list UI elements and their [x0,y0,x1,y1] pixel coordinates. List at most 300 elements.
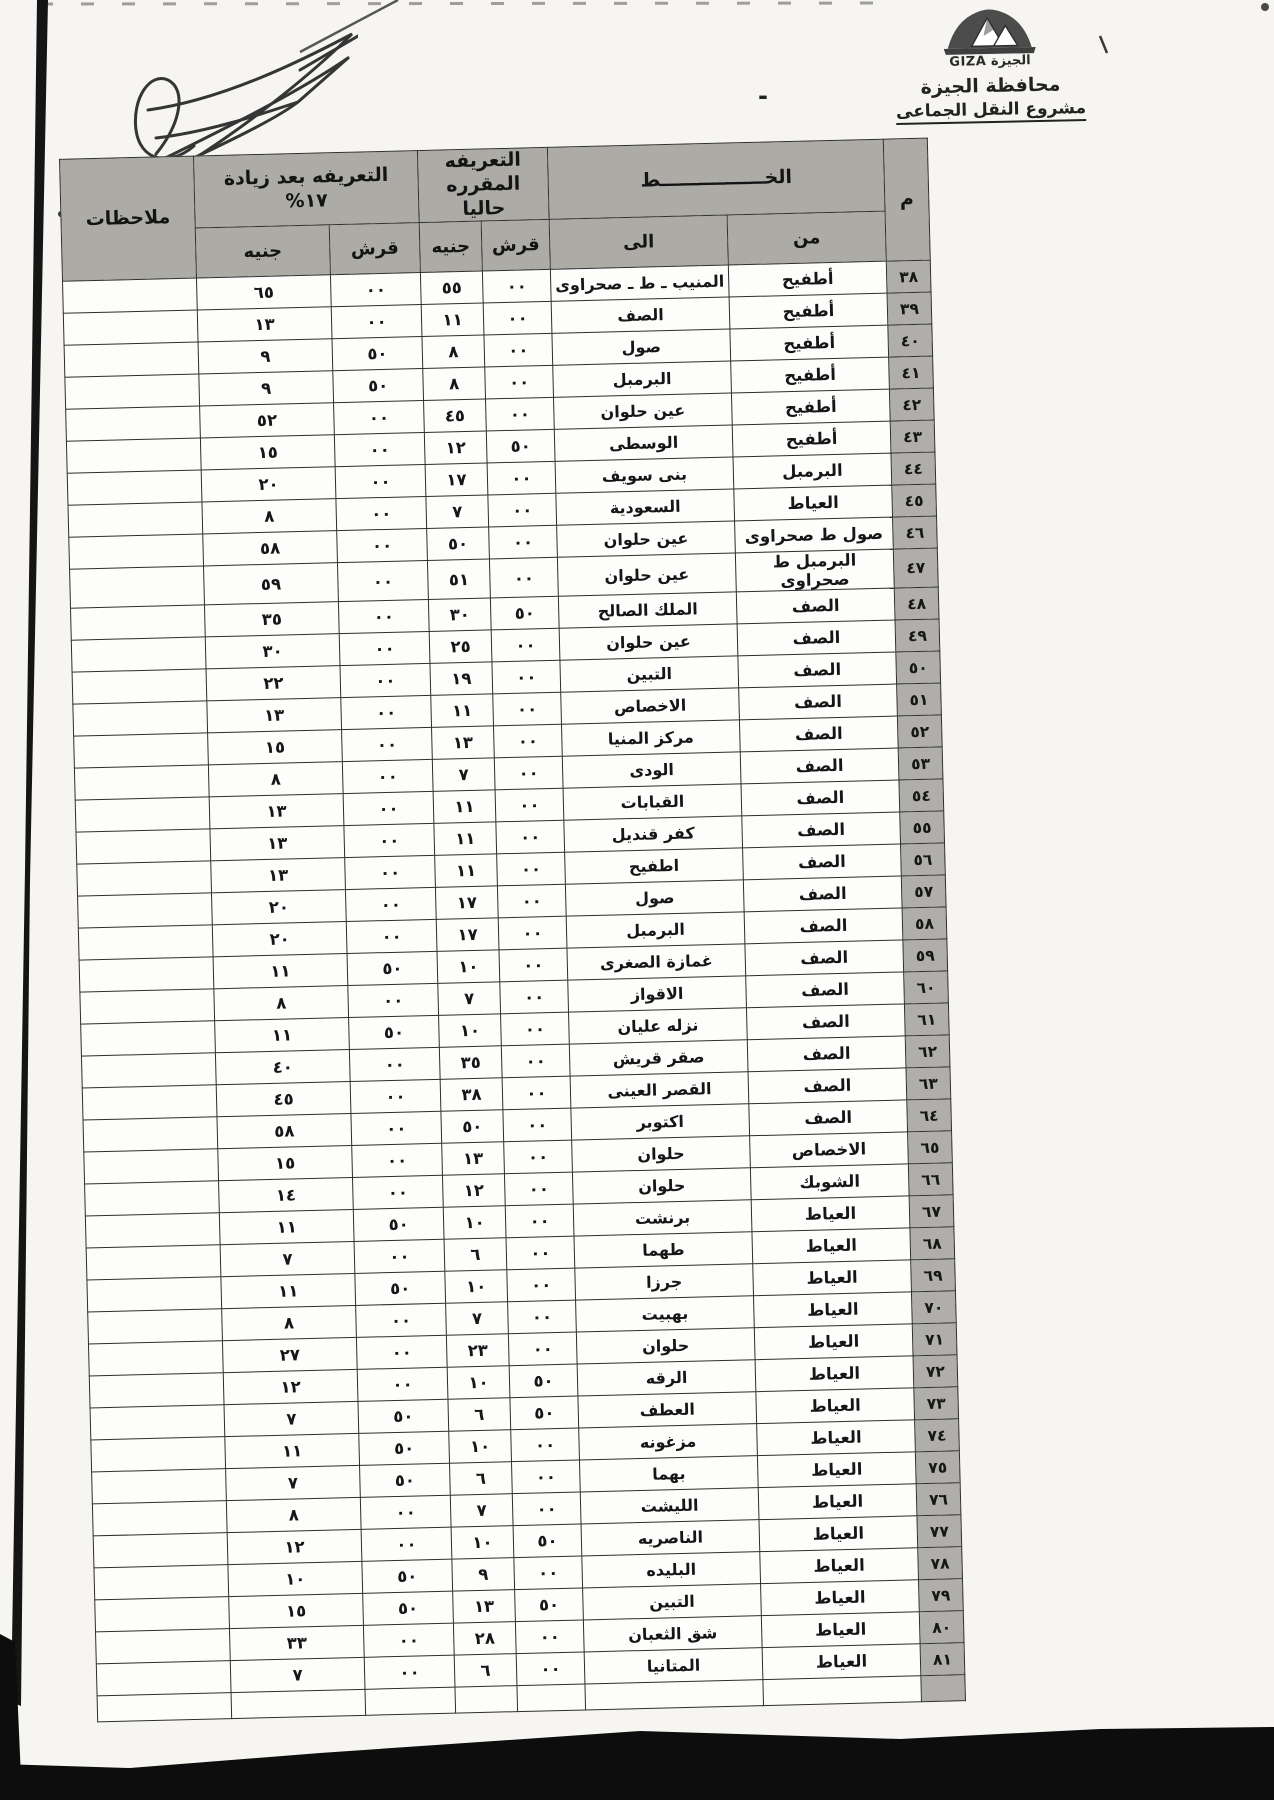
cell-current-geneh: ٧ [446,1302,509,1336]
cell-notes [78,893,213,928]
cell-current-geneh: ١١ [435,854,498,888]
cell-current-qirsh: ٠٠ [515,1620,584,1654]
cell-to: المتانيا [584,1648,763,1684]
cell-current-qirsh: ٠٠ [502,1076,571,1110]
cell-row-number: ٦١ [904,1003,949,1036]
cell-notes [66,438,201,473]
cell-notes [86,1245,221,1280]
cell-to: عين حلوان [557,553,736,596]
cell-current-qirsh: ٠٠ [516,1652,585,1686]
cell-current-geneh: ١٠ [437,950,500,984]
header-geneh-current: جنيه [419,221,482,272]
cell-increased-geneh: ٢٧ [222,1338,357,1373]
cell-to: حلوان [572,1168,751,1204]
cell-row-number: ٣٩ [887,292,932,325]
cell-increased-qirsh: ٠٠ [342,728,433,762]
cell-notes [66,406,201,441]
cell-row-number: ٥٦ [901,843,946,876]
cell-increased-qirsh: ٠٠ [340,664,431,698]
tariff-table-wrap [59,138,965,1723]
cell-current-qirsh: ٠٠ [504,1172,573,1206]
cell-increased-geneh: ١٣ [207,698,342,733]
cell-current-qirsh: ٠٠ [494,724,563,758]
cell-current-qirsh: ٠٠ [514,1556,583,1590]
cell-increased-geneh: ٢٠ [212,922,347,957]
cell-to: السعودية [556,489,735,525]
cell-increased-qirsh [365,1687,456,1715]
cell-increased-qirsh: ٥٠ [363,1591,454,1625]
cell-current-geneh: ١٣ [453,1590,516,1624]
cell-row-number: ٧٩ [919,1579,964,1612]
cell-current-geneh: ٢٣ [446,1334,509,1368]
cell-increased-geneh: ٤٥ [216,1082,351,1117]
cell-row-number: ٤٢ [889,388,934,421]
cell-to: الوسطى [554,425,733,461]
cell-current-qirsh: ٥٠ [510,1396,579,1430]
cell-to: حلوان [576,1328,755,1364]
cell-increased-qirsh: ٠٠ [353,1176,444,1210]
cell-from: الشوبك [750,1164,909,1200]
cell-notes [84,1149,219,1184]
header-increased-tariff: التعريفه بعد زيادة ١٧% [193,151,419,229]
cell-increased-geneh: ٧ [226,1466,361,1501]
cell-increased-qirsh: ٠٠ [337,529,428,563]
cell-current-qirsh: ٥٠ [513,1524,582,1558]
cell-increased-geneh: ١٥ [218,1146,353,1181]
cell-notes [71,637,206,672]
cell-row-number: ٧١ [912,1323,957,1356]
cell-row-number: ٦٧ [909,1195,954,1228]
cell-from: الصف [737,620,896,656]
cell-increased-geneh: ٨ [222,1306,357,1341]
cell-current-geneh: ٣٠ [428,598,491,632]
logo-caption: الجيزة GIZA [949,53,1031,70]
cell-increased-geneh: ٢٠ [212,890,347,925]
cell-increased-qirsh: ٠٠ [352,1144,443,1178]
cell-from: الاخصاص [750,1132,909,1168]
cell-from: الصف [749,1100,908,1136]
cell-increased-geneh: ١٠ [228,1562,363,1597]
cell-to: مزغونه [579,1424,758,1460]
cell-increased-qirsh: ٠٠ [356,1335,447,1369]
cell-increased-qirsh: ٠٠ [346,920,437,954]
cell-increased-geneh: ١٥ [208,730,343,765]
cell-row-number: ٤١ [889,356,934,389]
cell-row-number: ٦٥ [908,1131,953,1164]
cell-current-geneh: ٧ [426,495,489,529]
cell-notes [85,1213,220,1248]
cell-current-qirsh: ٥٠ [486,430,555,464]
cell-from: الصف [745,940,904,976]
cell-to: شق الثعبان [583,1616,762,1652]
cell-row-number: ٦٣ [906,1067,951,1100]
cell-increased-qirsh: ٠٠ [334,401,425,435]
cell-current-qirsh: ٠٠ [491,629,560,663]
cell-to: التبين [583,1584,762,1620]
cell-from: الصف [747,1036,906,1072]
cell-to: طهما [574,1232,753,1268]
cell-notes [70,566,205,608]
cell-current-qirsh: ٠٠ [486,398,555,432]
cell-current-qirsh [517,1684,586,1712]
cell-increased-geneh: ٥٩ [204,563,339,605]
cell-to: القبابات [563,784,742,820]
cell-from: أطفيح [729,293,888,329]
cell-notes [94,1565,229,1600]
cell-increased-geneh: ١١ [215,1018,350,1053]
cell-current-geneh: ٥٠ [427,527,490,561]
cell-increased-geneh: ٤٠ [215,1050,350,1085]
header-geneh-increased: جنيه [195,225,330,278]
cell-to: اكتوبر [571,1104,750,1140]
cell-current-geneh: ١٠ [445,1270,508,1304]
cell-current-geneh: ١٣ [432,726,495,760]
cell-notes [81,1053,216,1088]
cell-current-geneh: ١١ [421,303,484,337]
cell-increased-qirsh: ٠٠ [354,1240,445,1274]
cell-current-qirsh: ٠٠ [489,526,558,560]
cell-from: العياط [751,1196,910,1232]
cell-current-geneh: ٤٥ [424,399,487,433]
cell-increased-geneh: ٣٣ [229,1626,364,1661]
cell-increased-geneh: ١١ [221,1274,356,1309]
cell-to: الودى [562,752,741,788]
cell-notes [64,342,199,377]
cell-from: العياط [734,485,893,521]
cell-increased-geneh: ١٣ [197,307,332,342]
cell-current-qirsh: ٠٠ [485,366,554,400]
cell-current-geneh: ١٢ [442,1174,505,1208]
cell-notes [95,1597,230,1632]
cell-to: صول [565,880,744,916]
cell-notes [71,605,206,640]
cell-from: العياط [757,1420,916,1456]
cell-row-number: ٦٤ [907,1099,952,1132]
cell-current-geneh: ١١ [434,822,497,856]
cell-notes [97,1693,232,1722]
cell-notes [67,470,202,505]
cell-current-qirsh: ٠٠ [482,270,551,304]
cell-from: العياط [761,1580,920,1616]
tariff-table [59,138,966,1723]
cell-from: أطفيح [728,261,887,297]
table-header [60,138,931,281]
cell-current-geneh: ١٧ [425,463,488,497]
table-body [63,260,966,1722]
cell-row-number: ٦٨ [910,1227,955,1260]
cell-increased-qirsh: ٥٠ [332,337,423,371]
cell-increased-qirsh: ٠٠ [341,696,432,730]
cell-increased-geneh: ٥٢ [200,403,335,438]
cell-from: أطفيح [730,325,889,361]
cell-notes [87,1277,222,1312]
cell-notes [89,1373,224,1408]
cell-increased-qirsh: ٠٠ [331,305,422,339]
cell-current-qirsh: ٠٠ [488,494,557,528]
cell-row-number: ٨١ [920,1643,965,1676]
cell-current-qirsh: ٠٠ [505,1204,574,1238]
cell-current-geneh: ١٧ [435,886,498,920]
cell-to: غمازة الصغرى [567,944,746,980]
cell-from: العياط [760,1548,919,1584]
cell-row-number: ٥٤ [899,779,944,812]
giza-governorate-logo-icon [941,5,1038,57]
cell-current-geneh: ٥٠ [441,1110,504,1144]
cell-increased-geneh: ٩ [199,371,334,406]
cell-from: الصف [746,1004,905,1040]
cell-increased-geneh: ١٥ [200,435,335,470]
governorate-title: محافظة الجيزة [920,73,1061,99]
cell-from: الصف [743,876,902,912]
cell-increased-qirsh: ٠٠ [345,888,436,922]
cell-current-geneh: ٧ [432,758,495,792]
cell-current-qirsh: ٠٠ [493,692,562,726]
cell-row-number: ٥٩ [903,939,948,972]
cell-notes [91,1437,226,1472]
cell-row-number: ٥٧ [901,875,946,908]
cell-current-qirsh: ٠٠ [495,788,564,822]
cell-from: الصف [744,908,903,944]
cell-to: الصف [551,297,730,333]
cell-current-geneh: ١٠ [447,1366,510,1400]
cell-from: أطفيح [732,421,891,457]
cell-row-number: ٧٥ [915,1451,960,1484]
cell-row-number: ٦٦ [908,1163,953,1196]
cell-notes [93,1533,228,1568]
cell-from: البرمبل [733,453,892,489]
cell-to: الناصريه [581,1520,760,1556]
cell-increased-qirsh: ٠٠ [339,632,430,666]
cell-increased-geneh: ١١ [213,954,348,989]
cell-current-geneh: ١٩ [430,662,493,696]
cell-increased-qirsh: ٠٠ [336,497,427,531]
cell-row-number [921,1675,966,1702]
cell-notes [96,1661,231,1696]
cell-row-number: ٧٠ [911,1291,956,1324]
cell-notes [92,1469,227,1504]
cell-to: صول [552,329,731,365]
cell-current-qirsh: ٠٠ [487,462,556,496]
cell-current-geneh: ١٠ [439,1014,502,1048]
cell-current-geneh: ٦ [444,1238,507,1272]
cell-row-number: ٣٨ [886,260,931,293]
cell-current-qirsh: ٥٠ [509,1364,578,1398]
cell-increased-qirsh: ٥٠ [358,1399,449,1433]
cell-increased-qirsh: ٠٠ [357,1367,448,1401]
cell-notes [74,765,209,800]
cell-current-qirsh: ٠٠ [498,916,567,950]
cell-increased-geneh: ٦٥ [196,275,331,310]
cell-row-number: ٥٣ [898,747,943,780]
cell-notes [82,1085,217,1120]
cell-row-number: ٧٨ [918,1547,963,1580]
cell-notes [63,278,198,313]
cell-increased-qirsh: ٥٠ [355,1271,446,1305]
cell-increased-geneh: ٥٨ [217,1114,352,1149]
header-qirsh-increased: قرش [329,223,420,275]
header-notes: ملاحظات [60,156,197,281]
cell-current-geneh: ٩ [452,1558,515,1592]
cell-increased-geneh: ٨ [202,499,337,534]
cell-current-qirsh: ٠٠ [503,1108,572,1142]
cell-current-geneh [455,1686,518,1714]
cell-row-number: ٤٣ [890,420,935,453]
cell-row-number: ٥٠ [896,651,941,684]
cell-notes [74,733,209,768]
cell-notes [81,1021,216,1056]
cell-to: برنشت [573,1200,752,1236]
cell-current-qirsh: ٠٠ [494,756,563,790]
cell-from: الصف [746,972,905,1008]
cell-increased-geneh: ٨ [208,762,343,797]
cell-from: الصف [742,812,901,848]
cell-from: العياط [755,1356,914,1392]
cell-increased-qirsh: ٠٠ [351,1112,442,1146]
cell-increased-geneh: ١٤ [219,1178,354,1213]
cell-current-qirsh: ٠٠ [497,884,566,918]
cell-current-qirsh: ٠٠ [511,1428,580,1462]
cell-row-number: ٤٥ [892,484,937,517]
cell-increased-qirsh: ٠٠ [343,792,434,826]
cell-increased-geneh: ٧ [224,1402,359,1437]
cell-to: الملك الصالح [558,592,737,628]
cell-to: كفر قنديل [564,816,743,852]
cell-notes [90,1405,225,1440]
cell-increased-geneh: ١٣ [211,858,346,893]
cell-from: العياط [756,1388,915,1424]
cell-from: العياط [752,1228,911,1264]
cell-notes [76,829,211,864]
cell-from: العياط [759,1516,918,1552]
cell-increased-geneh: ٢٢ [206,666,341,701]
cell-current-geneh: ٢٥ [429,630,492,664]
cell-current-geneh: ١٠ [451,1526,514,1560]
cell-notes [80,989,215,1024]
cell-row-number: ٤٤ [891,452,936,485]
cell-from: الصف [736,588,895,624]
cell-to: عين حلوان [557,521,736,557]
cell-from: الصف [739,716,898,752]
cell-current-geneh: ١٣ [442,1142,505,1176]
cell-current-geneh: ٧ [438,982,501,1016]
cell-row-number: ٥١ [897,683,942,716]
cell-notes [75,797,210,832]
cell-current-qirsh: ٠٠ [484,334,553,368]
cell-increased-qirsh: ٥٠ [353,1208,444,1242]
cell-notes [96,1629,231,1664]
cell-notes [88,1341,223,1376]
cell-increased-geneh: ٢٠ [201,467,336,502]
cell-row-number: ٥٢ [897,715,942,748]
cell-current-geneh: ٥٥ [420,271,483,305]
cell-current-qirsh: ٠٠ [496,820,565,854]
cell-from: أطفيح [731,389,890,425]
cell-to: التبين [560,656,739,692]
cell-notes [69,534,204,569]
cell-to [585,1680,764,1710]
cell-notes [88,1309,223,1344]
project-title: مشروع النقل الجماعى [891,98,1091,125]
cell-increased-qirsh: ٠٠ [356,1303,447,1337]
cell-current-qirsh: ٠٠ [508,1300,577,1334]
header-qirsh-current: قرش [481,220,550,272]
cell-increased-geneh: ١٢ [227,1530,362,1565]
cell-increased-qirsh: ٠٠ [338,600,429,634]
cell-increased-geneh: ١٣ [210,826,345,861]
cell-from: العياط [754,1324,913,1360]
cell-current-geneh: ١٠ [443,1206,506,1240]
cell-notes [85,1181,220,1216]
cell-increased-geneh: ١١ [219,1210,354,1245]
cell-row-number: ٧٤ [915,1419,960,1452]
cell-notes [83,1117,218,1152]
cell-from: أطفيح [731,357,890,393]
cell-current-geneh: ٨ [423,367,486,401]
cell-row-number: ٤٦ [893,516,938,549]
cell-row-number: ٧٣ [914,1387,959,1420]
cell-row-number: ٦٠ [904,971,949,1004]
cell-current-geneh: ٦ [450,1462,513,1496]
cell-notes [79,957,214,992]
cell-from: صول ط صحراوى [735,517,894,553]
cell-current-geneh: ١٢ [424,431,487,465]
cell-increased-geneh: ١٣ [209,794,344,829]
cell-to: البرمبل [553,361,732,397]
cell-increased-geneh: ٨ [214,986,349,1021]
cell-from: العياط [754,1292,913,1328]
cell-from [763,1676,922,1706]
cell-increased-qirsh: ٠٠ [335,465,426,499]
cell-increased-qirsh: ٥٠ [333,369,424,403]
cell-from: الصف [738,652,897,688]
cell-increased-geneh: ١١ [225,1434,360,1469]
cell-increased-qirsh: ٥٠ [347,952,438,986]
cell-from: الصف [740,748,899,784]
cell-increased-qirsh: ٠٠ [342,760,433,794]
cell-to: الاقواز [568,976,747,1012]
cell-from: الصف [741,780,900,816]
cell-row-number: ٧٦ [916,1483,961,1516]
cell-current-geneh: ٨ [422,335,485,369]
cell-from: البرمبل ط صحراوى [735,549,894,592]
cell-to: صقر قريش [569,1040,748,1076]
cell-increased-geneh: ٨ [226,1498,361,1533]
cell-increased-geneh: ٣٥ [204,602,339,637]
cell-current-geneh: ١١ [431,694,494,728]
letterhead [889,0,1092,125]
cell-current-qirsh: ٠٠ [512,1492,581,1526]
cell-to: القصر العينى [570,1072,749,1108]
cell-current-geneh: ٣٥ [439,1046,502,1080]
cell-row-number: ٤٧ [893,548,938,588]
cell-current-qirsh: ٠٠ [507,1268,576,1302]
cell-from: الصف [739,684,898,720]
cell-current-qirsh: ٠٠ [492,660,561,694]
cell-from: العياط [757,1452,916,1488]
cell-notes [65,374,200,409]
cell-to: الاخصاص [561,688,740,724]
cell-current-geneh: ٦ [454,1654,517,1688]
cell-increased-qirsh: ٠٠ [364,1655,455,1689]
cell-increased-qirsh: ٠٠ [361,1527,452,1561]
cell-row-number: ٦٩ [911,1259,956,1292]
cell-increased-qirsh: ٠٠ [334,433,425,467]
cell-to: الليشت [580,1488,759,1524]
cell-increased-qirsh: ٥٠ [362,1559,453,1593]
cell-from: الصف [743,844,902,880]
cell-current-qirsh: ٠٠ [501,1044,570,1078]
cell-to: الرقه [577,1360,756,1396]
